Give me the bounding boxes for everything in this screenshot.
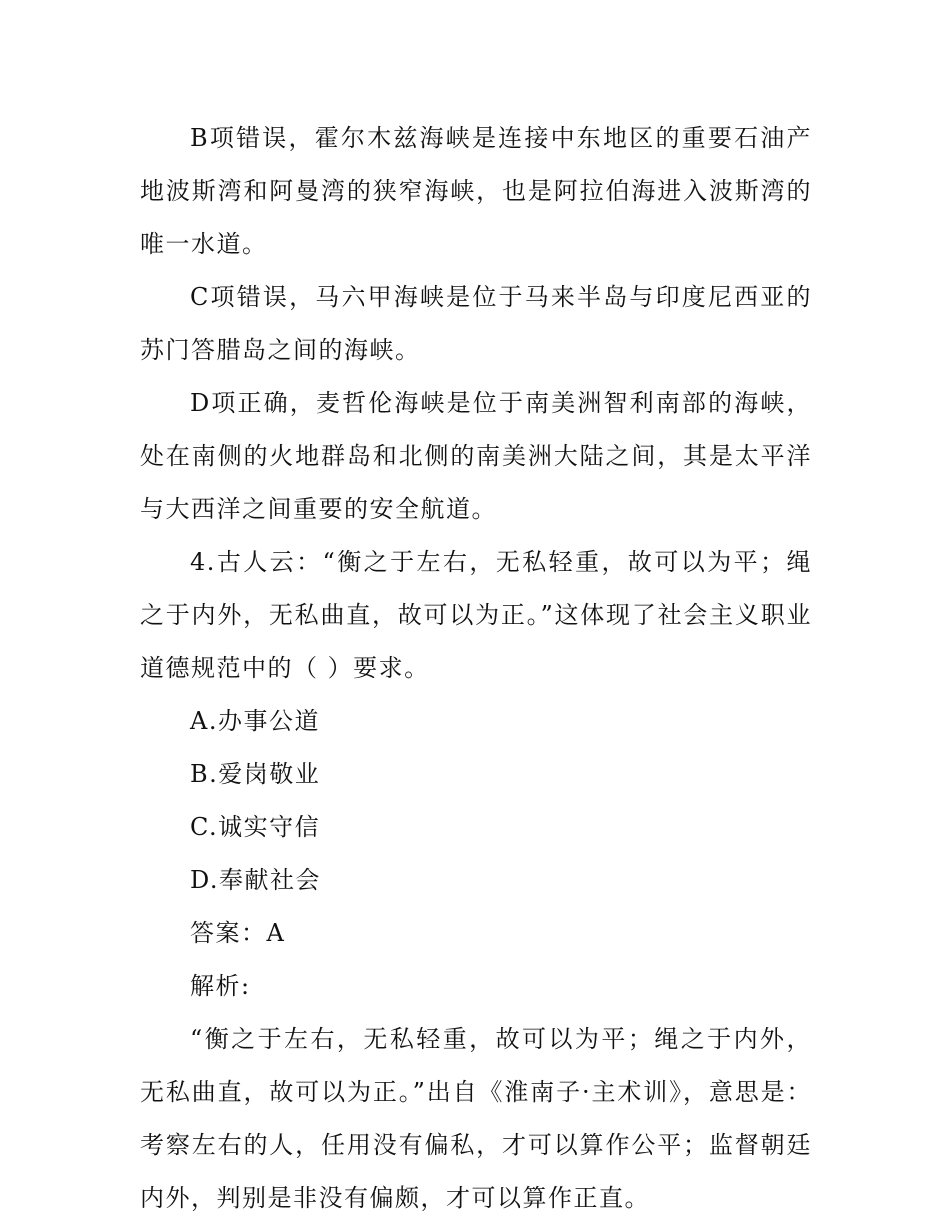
option-d: D.奉献社会 xyxy=(190,866,322,894)
question-stem: 4.古人云：“衡之于左右，无私轻重，故可以为平；绳之于内外，无私曲直，故可以为正。”这体现了社会主义职业道德规范中的（ ）要求。 xyxy=(140,548,812,682)
paragraph-option-b-explanation: B项错误，霍尔木兹海峡是连接中东地区的重要石油产地波斯湾和阿曼湾的狭窄海峡，也是阿拉伯海进入波斯湾的唯一水道。 xyxy=(140,124,812,258)
paragraph-option-d-explanation: D项正确，麦哲伦海峡是位于南美洲智利南部的海峡，处在南侧的火地群岛和北侧的南美洲大陆之间，其是太平洋与大西洋之间重要的安全航道。 xyxy=(140,389,812,523)
document-body xyxy=(140,112,812,1225)
option-a: A.办事公道 xyxy=(190,707,320,735)
option-c: C.诚实守信 xyxy=(190,813,321,841)
analysis-label: 解析: xyxy=(190,972,251,1000)
analysis-text: “衡之于左右，无私轻重，故可以为平；绳之于内外，无私曲直，故可以为正。”出自《淮南子·主术训》，意思是：考察左右的人，任用没有偏私，才可以算作公平；监督朝廷内外，判别是非没有偏颇，才可以算作正直。 xyxy=(140,1025,812,1212)
paragraph-option-c-explanation: C项错误，马六甲海峡是位于马来半岛与印度尼西亚的苏门答腊岛之间的海峡。 xyxy=(140,283,812,364)
option-b: B.爱岗敬业 xyxy=(190,760,321,788)
answer-line: 答案：A xyxy=(190,919,286,947)
